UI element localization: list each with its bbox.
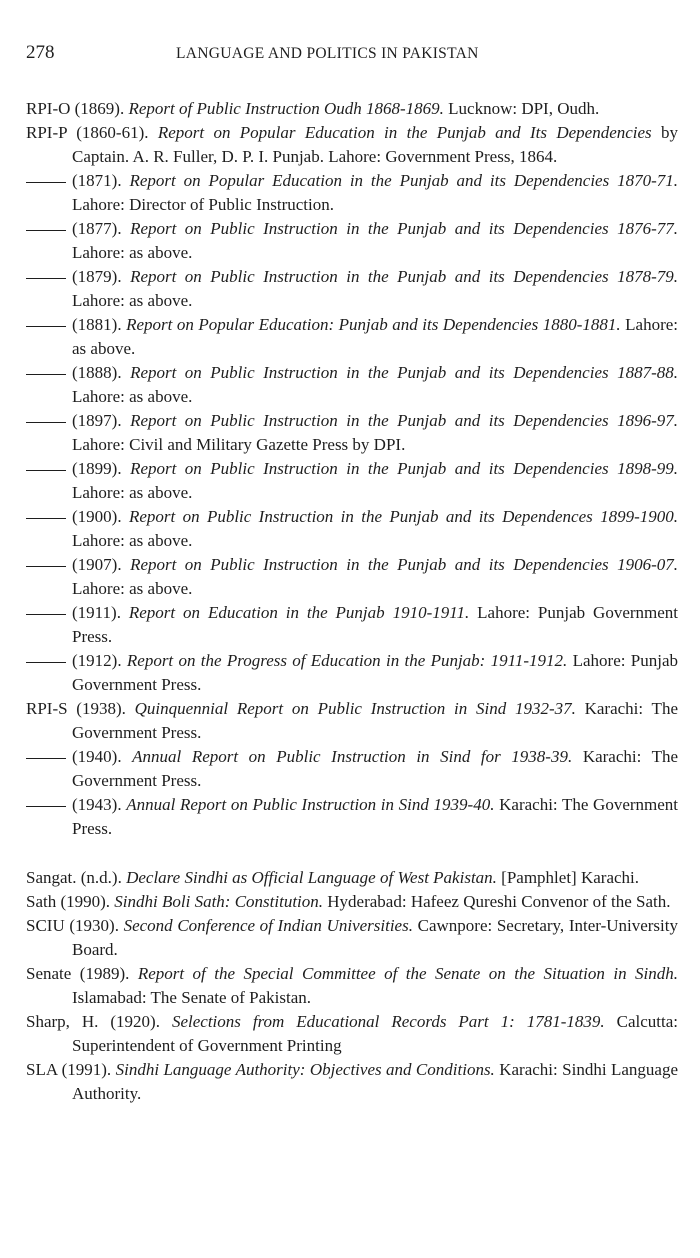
reference-publisher: Lahore: as above.: [72, 243, 193, 262]
reference-title: Report on Popular Education in the Punjab and Its Dependencies: [157, 123, 652, 142]
reference-publisher: Hyderabad: Hafeez Qureshi Convenor of the Sath.: [327, 892, 671, 911]
ditto-dash: [26, 326, 66, 327]
reference-author: (1888).: [72, 363, 122, 382]
reference-publisher: Karachi: The Government Press.: [72, 795, 679, 838]
ditto-dash: [26, 566, 66, 567]
reference-title: Sindhi Language Authority: Objectives and Conditions.: [115, 1060, 495, 1079]
reference-title: Quinquennial Report on Public Instruction in Sind 1932-37.: [134, 699, 576, 718]
reference-entry: [26, 962, 678, 1010]
reference-title: Report on Public Instruction in the Punjab and its Dependencies 1887-88.: [130, 363, 679, 382]
reference-entry: [26, 505, 678, 553]
reference-publisher: Lucknow: DPI, Oudh.: [448, 99, 600, 118]
reference-title: Report on Public Instruction in the Punjab and its Dependences 1899-1900.: [128, 507, 679, 526]
reference-title: Report on Public Instruction in the Punjab and its Dependencies 1878-79.: [130, 267, 679, 286]
ditto-dash: [26, 278, 66, 279]
reference-title: Declare Sindhi as Official Language of West Pakistan.: [126, 868, 497, 887]
reference-entry: [26, 121, 678, 169]
reference-entry: [26, 361, 678, 409]
page-number: 278: [26, 42, 55, 63]
reference-title: Report on Popular Education in the Punjab and its Dependencies 1870-71.: [129, 171, 678, 190]
reference-entry: [26, 745, 678, 793]
reference-entry: [26, 890, 678, 914]
reference-author: SCIU (1930).: [26, 916, 119, 935]
reference-author: (1912).: [72, 651, 122, 670]
ditto-dash: [26, 374, 66, 375]
reference-title: Sindhi Boli Sath: Constitution.: [114, 892, 324, 911]
reference-title: Report on Public Instruction in the Punjab and its Dependencies 1898-99.: [130, 459, 679, 478]
reference-title: Report on Public Instruction in the Punjab and its Dependencies 1906-07.: [130, 555, 679, 574]
reference-title: Report on Public Instruction in the Punjab and its Dependencies 1896-97.: [130, 411, 679, 430]
reference-entry: [26, 649, 678, 697]
reference-entry: [26, 217, 678, 265]
reference-entry: [26, 97, 678, 121]
reference-author: (1907).: [72, 555, 122, 574]
reference-author: SLA (1991).: [26, 1060, 112, 1079]
reference-author: Sharp, H. (1920).: [26, 1012, 160, 1031]
reference-title: Report on the Progress of Education in the Punjab: 1911-1912.: [126, 651, 568, 670]
reference-author: (1871).: [72, 171, 122, 190]
reference-publisher: [Pamphlet] Karachi.: [501, 868, 640, 887]
reference-entry: [26, 409, 678, 457]
reference-author: (1877).: [72, 219, 122, 238]
reference-publisher: by Captain. A. R. Fuller, D. P. I. Punjab. Lahore: Government Press, 1864.: [72, 123, 679, 166]
reference-author: RPI-S (1938).: [26, 699, 126, 718]
reference-publisher: Karachi: The Government Press.: [72, 747, 679, 790]
reference-publisher: Lahore: Punjab Government Press.: [72, 603, 679, 646]
reference-entry: [26, 1010, 678, 1058]
reference-author: (1881).: [72, 315, 122, 334]
reference-publisher: Lahore: Civil and Military Gazette Press by DPI.: [72, 435, 406, 454]
reference-publisher: Lahore: as above.: [72, 387, 193, 406]
ditto-dash: [26, 470, 66, 471]
ditto-dash: [26, 806, 66, 807]
reference-author: (1900).: [72, 507, 122, 526]
reference-publisher: Lahore: as above.: [72, 579, 193, 598]
reference-author: (1940).: [72, 747, 122, 766]
reference-title: Selections from Educational Records Part 1: 1781-1839.: [171, 1012, 605, 1031]
reference-publisher: Lahore: as above.: [72, 291, 193, 310]
reference-publisher: Calcutta: Superintendent of Government Printing: [72, 1012, 679, 1055]
reference-title: Report of Public Instruction Oudh 1868-1869.: [128, 99, 444, 118]
reference-publisher: Lahore: as above.: [72, 483, 193, 502]
ditto-dash: [26, 518, 66, 519]
reference-author: (1943).: [72, 795, 122, 814]
reference-entry: [26, 313, 678, 361]
reference-author: Senate (1989).: [26, 964, 130, 983]
reference-author: RPI-O (1869).: [26, 99, 125, 118]
reference-publisher: Lahore: as above.: [72, 531, 193, 550]
reference-entry: [26, 553, 678, 601]
reference-entry: [26, 265, 678, 313]
ditto-dash: [26, 230, 66, 231]
reference-entry: [26, 697, 678, 745]
reference-title: Second Conference of Indian Universities.: [123, 916, 413, 935]
ditto-dash: [26, 422, 66, 423]
reference-title: Annual Report on Public Instruction in Sind 1939-40.: [126, 795, 495, 814]
reference-author: (1911).: [72, 603, 121, 622]
reference-author: Sangat. (n.d.).: [26, 868, 122, 887]
reference-entry: [26, 1058, 678, 1106]
reference-author: Sath (1990).: [26, 892, 111, 911]
ditto-dash: [26, 758, 66, 759]
page-header: [26, 42, 674, 68]
bibliography-list: [26, 97, 678, 1106]
ditto-dash: [26, 182, 66, 183]
reference-author: (1899).: [72, 459, 122, 478]
reference-publisher: Islamabad: The Senate of Pakistan.: [72, 988, 312, 1007]
reference-publisher: Lahore: Punjab Government Press.: [72, 651, 679, 694]
reference-entry: [26, 866, 678, 890]
reference-entry: [26, 601, 678, 649]
ditto-dash: [26, 614, 66, 615]
reference-title: Report on Public Instruction in the Punjab and its Dependencies 1876-77.: [130, 219, 679, 238]
reference-publisher: Karachi: The Government Press.: [72, 699, 678, 742]
reference-publisher: Karachi: Sindhi Language Authority.: [72, 1060, 679, 1103]
reference-entry: [26, 169, 678, 217]
reference-entry: [26, 793, 678, 841]
reference-publisher: Lahore: as above.: [72, 315, 679, 358]
reference-author: (1879).: [72, 267, 122, 286]
reference-publisher: Cawnpore: Secretary, Inter-University Board.: [72, 916, 678, 959]
reference-title: Annual Report on Public Instruction in Sind for 1938-39.: [132, 747, 573, 766]
running-title: LANGUAGE AND POLITICS IN PAKISTAN: [176, 45, 479, 62]
reference-publisher: Lahore: Director of Public Instruction.: [72, 195, 335, 214]
reference-entry: [26, 457, 678, 505]
reference-title: Report of the Special Committee of the Senate on the Situation in Sindh.: [137, 964, 678, 983]
reference-title: Report on Education in the Punjab 1910-1911.: [128, 603, 470, 622]
reference-author: (1897).: [72, 411, 122, 430]
ditto-dash: [26, 662, 66, 663]
reference-author: RPI-P (1860-61).: [26, 123, 149, 142]
reference-title: Report on Popular Education: Punjab and its Dependencies 1880-1881.: [126, 315, 621, 334]
reference-entry: [26, 914, 678, 962]
